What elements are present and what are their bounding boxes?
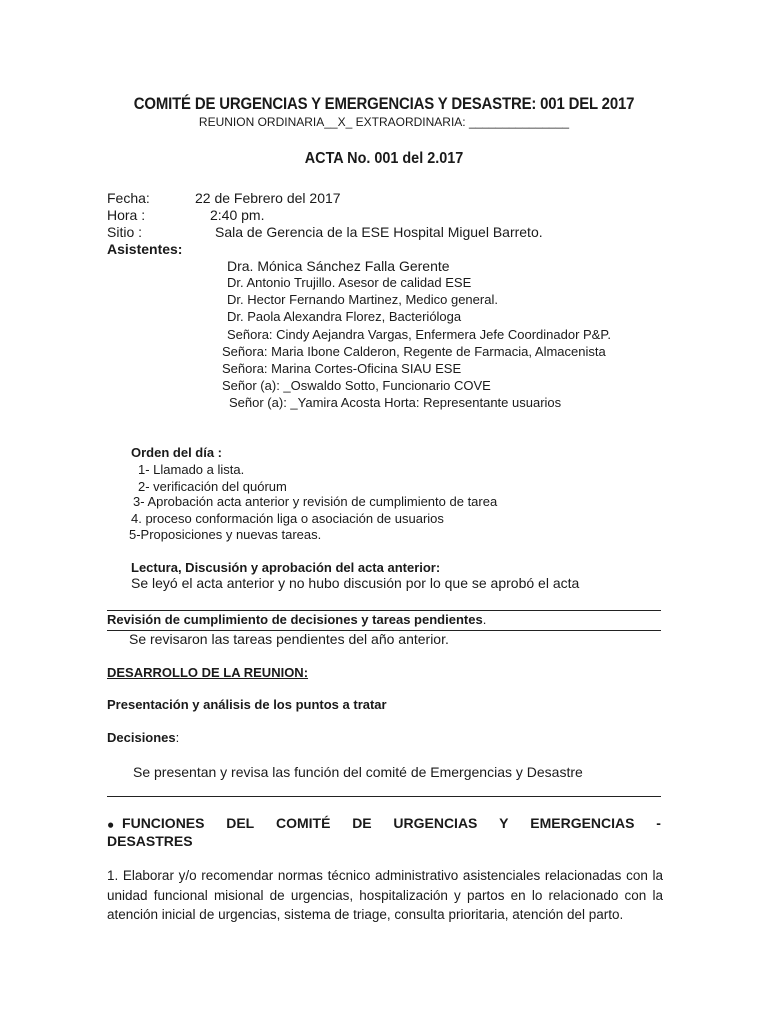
bullet-icon: ● (107, 817, 115, 832)
decisiones-colon: : (175, 730, 180, 745)
funciones-word-text: FUNCIONES (122, 815, 205, 831)
meeting-type: REUNION ORDINARIA__X_ EXTRAORDINARIA: _______________ (198, 115, 570, 129)
orden-item: 1- Llamado a lista. (138, 462, 245, 477)
funcion-item-1: 1. Elaborar y/o recomendar normas técnico administrativo asistenciales relacionadas con la unidad funcional misional de urgencias, hospitalización y partos en lo relacionado con la atención inicial de urgencias, sistema de triage, consulta prioritaria, atención del parto. (107, 868, 663, 922)
orden-item: 2- verificación del quórum (138, 479, 287, 494)
document-title: COMITÉ DE URGENCIAS Y EMERGENCIAS Y DESASTRE: 001 DEL 2017 (133, 94, 635, 113)
orden-item: 5-Proposiciones y nuevas tareas. (129, 527, 322, 542)
asistente-item: Señor (a): _Oswaldo Sotto, Funcionario COVE (222, 378, 491, 393)
orden-label: Orden del día : (131, 445, 223, 460)
funciones-word: - (656, 815, 661, 831)
decisiones-label: Decisiones (107, 730, 176, 745)
funciones-heading-line1 (107, 815, 661, 831)
divider-rule (107, 610, 661, 611)
asistente-item: Señora: Cindy Aejandra Vargas, Enfermera Jefe Coordinador P&P. (227, 327, 611, 342)
asistente-item: Señora: Marina Cortes-Oficina SIAU ESE (222, 361, 462, 376)
asistente-item: Dra. Mónica Sánchez Falla Gerente (227, 258, 450, 274)
funciones-word: Y (499, 815, 509, 831)
revision-text: Se revisaron las tareas pendientes del año anterior. (129, 631, 449, 647)
funciones-heading-line2: DESASTRES (107, 833, 193, 850)
asistentes-label: Asistentes: (107, 241, 183, 257)
decisiones-text: Se presentan y revisa las función del comité de Emergencias y Desastre (133, 764, 583, 780)
asistente-item: Dr. Hector Fernando Martinez, Medico general. (227, 292, 498, 307)
funciones-heading (107, 815, 661, 849)
acta-number: ACTA No. 001 del 2.017 (304, 150, 464, 167)
fecha-value: 22 de Febrero del 2017 (195, 190, 341, 206)
presentacion-heading: Presentación y análisis de los puntos a tratar (107, 697, 387, 712)
funciones-word (107, 815, 204, 831)
divider-rule (107, 796, 661, 797)
hora-label: Hora : (107, 207, 146, 223)
revision-period: . (482, 612, 487, 627)
sitio-label: Sitio : (107, 224, 143, 240)
funciones-word: URGENCIAS (393, 815, 478, 831)
asistente-item: Dr. Paola Alexandra Florez, Bacterióloga (227, 309, 462, 324)
orden-item: 4. proceso conformación liga o asociación de usuarios (131, 511, 444, 526)
funciones-word: DE (352, 815, 372, 831)
lectura-text: Se leyó el acta anterior y no hubo discusión por lo que se aprobó el acta (131, 575, 580, 591)
revision-heading (107, 612, 486, 627)
lectura-label: Lectura, Discusión y aprobación del acta anterior: (131, 560, 441, 575)
asistente-item: Señor (a): _Yamira Acosta Horta: Representante usuarios (229, 395, 562, 410)
funciones-word: EMERGENCIAS (530, 815, 635, 831)
asistente-item: Señora: Maria Ibone Calderon, Regente de Farmacia, Almacenista (222, 344, 606, 359)
decisiones-heading (107, 730, 179, 745)
fecha-label: Fecha: (107, 190, 150, 206)
orden-item: 3- Aprobación acta anterior y revisión de cumplimiento de tarea (133, 494, 498, 509)
hora-value: 2:40 pm. (210, 207, 265, 223)
revision-label: Revisión de cumplimiento de decisiones y tareas pendientes (107, 612, 483, 627)
sitio-value: Sala de Gerencia de la ESE Hospital Miguel Barreto. (215, 224, 543, 240)
funciones-word: COMITÉ (275, 815, 331, 831)
asistente-item: Dr. Antonio Trujillo. Asesor de calidad ESE (227, 275, 472, 290)
desarrollo-heading: DESARROLLO DE LA REUNION: (107, 665, 309, 680)
funciones-word: DEL (226, 815, 255, 831)
